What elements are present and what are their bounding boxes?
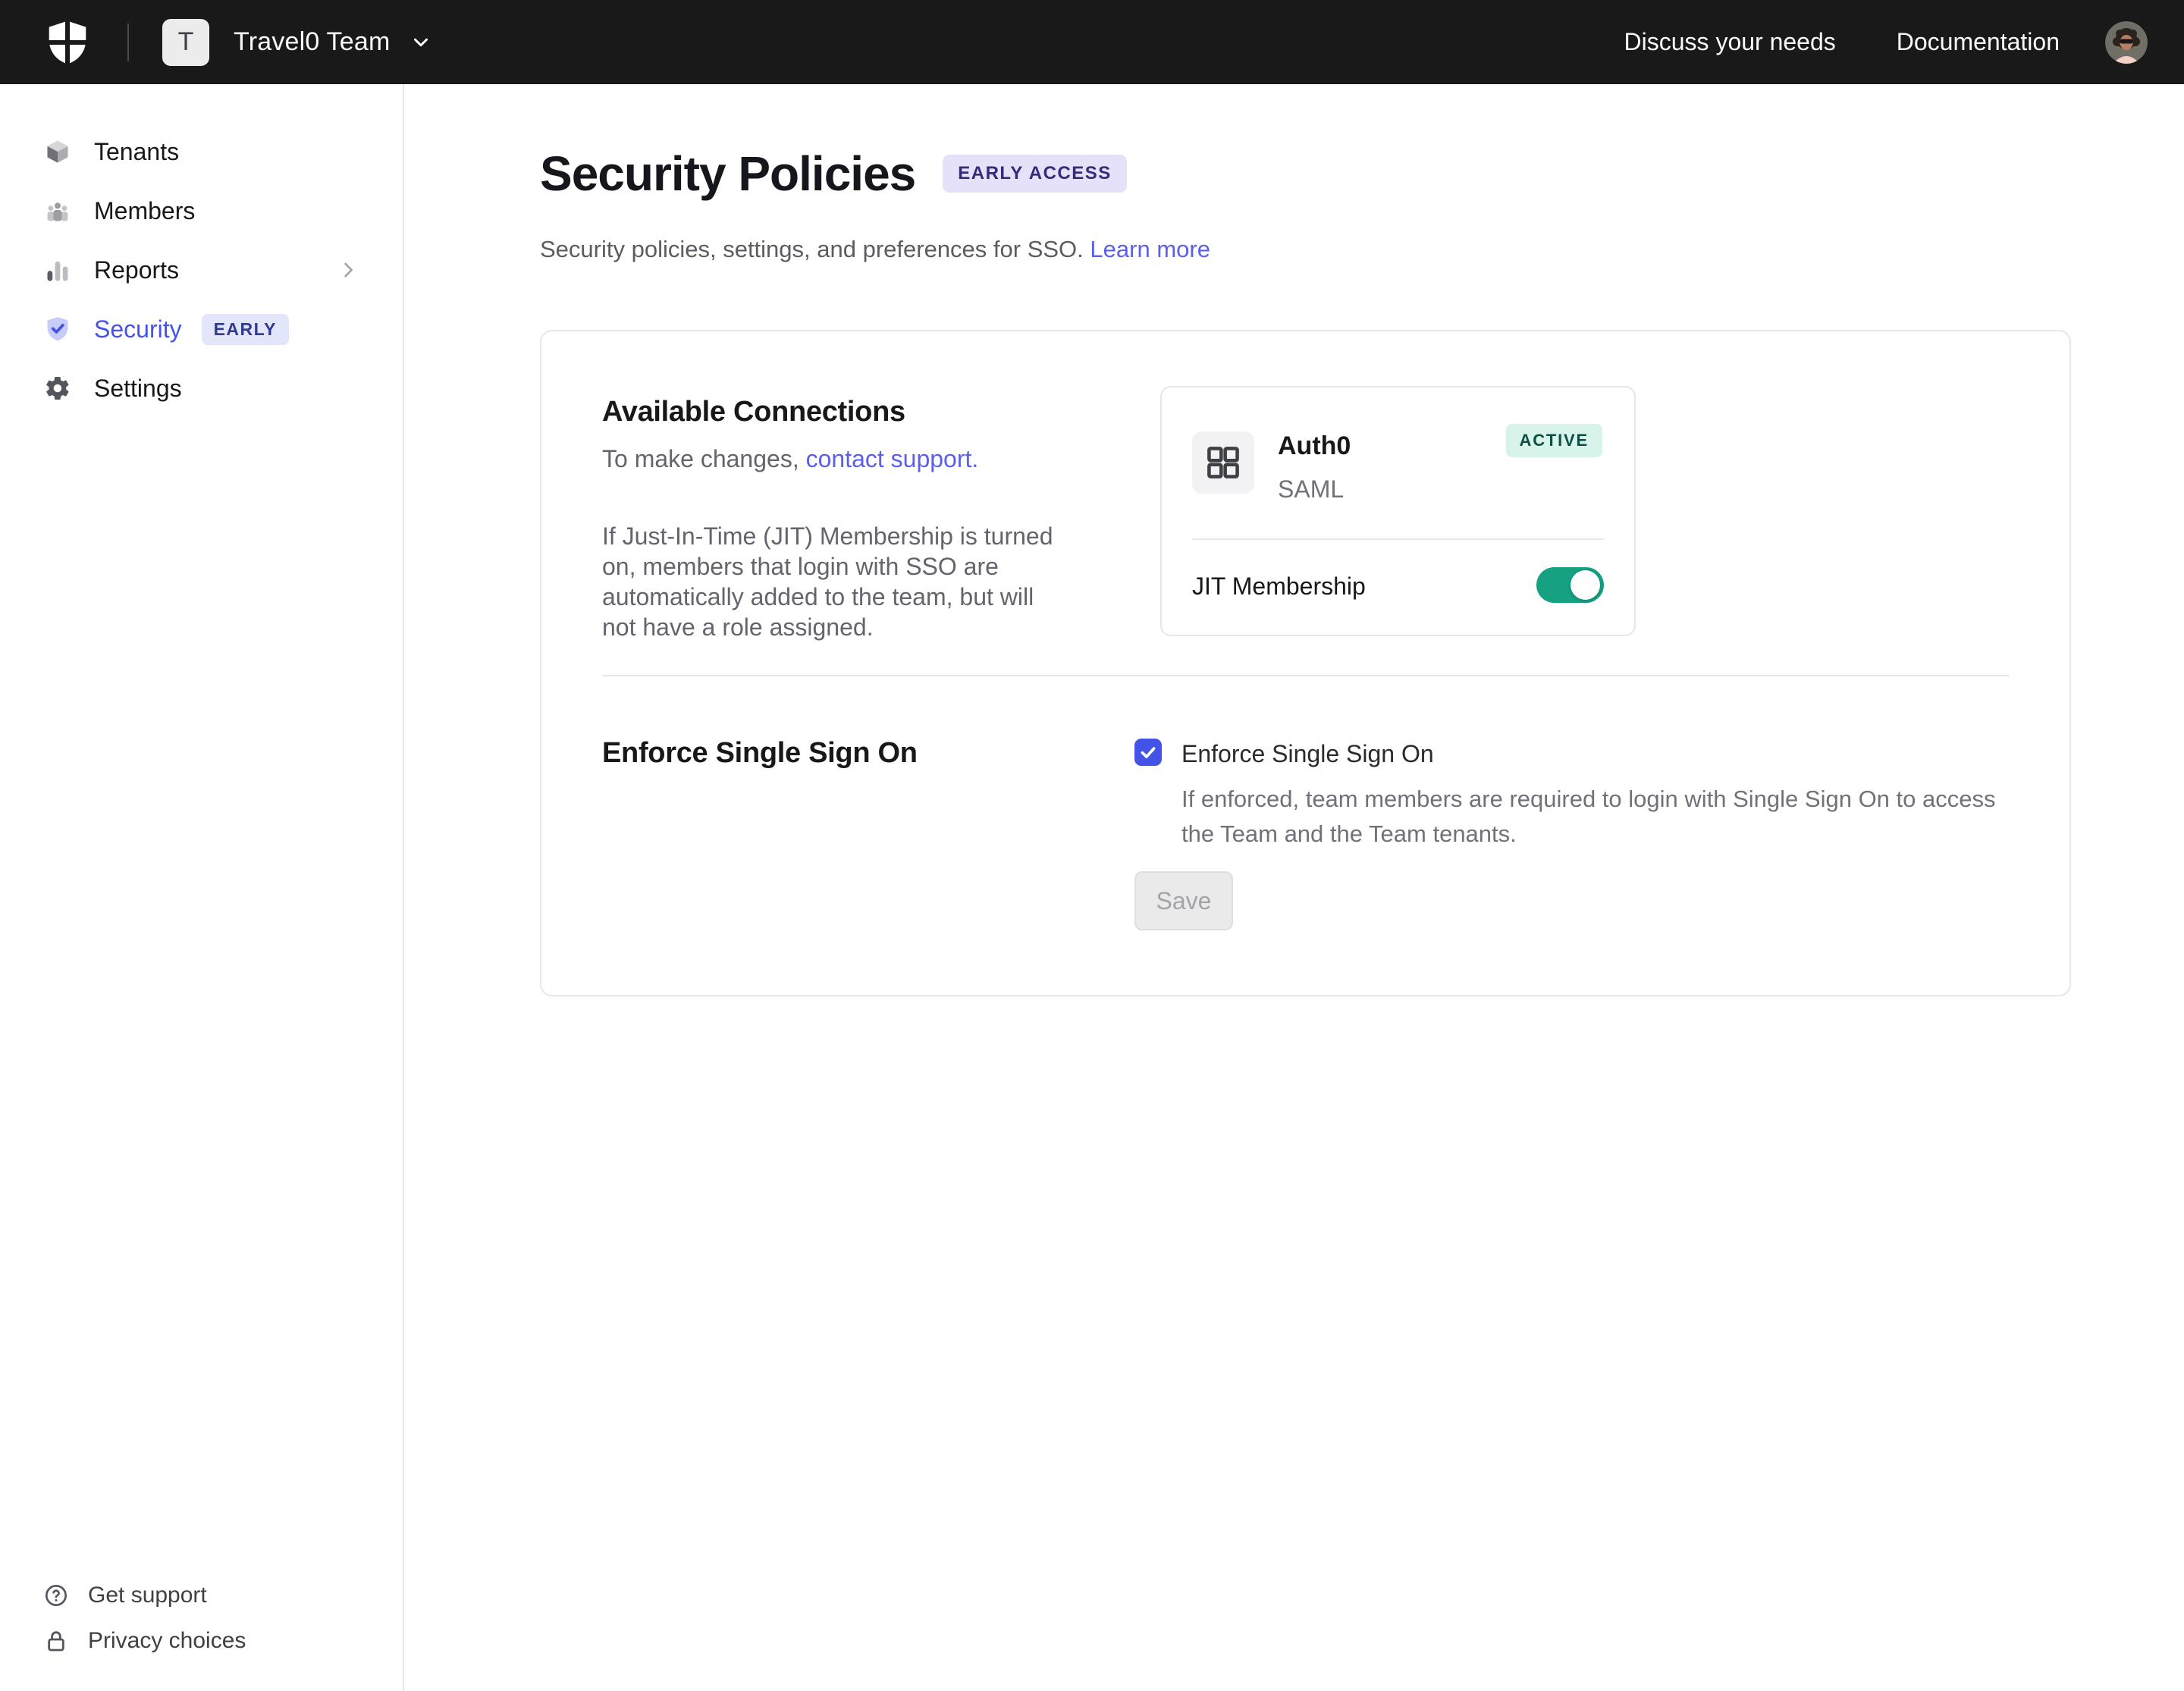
security-policies-card [540, 330, 2071, 996]
sidebar-item-settings[interactable] [0, 359, 403, 418]
enforce-sso-description: If enforced, team members are required to login with Single Sign On to access the Team and the Team tenants. [1181, 786, 1996, 847]
sidebar-item-label: Settings [94, 374, 182, 402]
topbar-divider [127, 24, 129, 61]
early-access-badge: EARLY ACCESS [943, 155, 1127, 193]
subtitle-text: Security policies, settings, and preferences for SSO. [540, 236, 1084, 262]
enforce-sso-checkbox-label[interactable]: Enforce Single Sign On [1181, 740, 1434, 767]
sidebar-item-label: Security [94, 315, 182, 343]
lock-icon [44, 1629, 68, 1653]
footer-item-label: Privacy choices [88, 1628, 246, 1653]
check-icon [1138, 742, 1158, 762]
page-title: Security Policies [540, 146, 916, 201]
privacy-choices-link[interactable] [0, 1618, 403, 1664]
bar-chart-icon [44, 256, 71, 284]
sidebar-item-members[interactable] [0, 181, 403, 240]
shield-check-icon [44, 315, 71, 343]
save-button[interactable]: Save [1134, 871, 1233, 930]
sidebar-item-label: Reports [94, 256, 180, 284]
footer-item-label: Get support [88, 1583, 207, 1608]
team-name[interactable]: Travel0 Team [234, 27, 391, 56]
enforce-sso-section [1134, 739, 1999, 852]
main-content [404, 84, 2184, 1691]
sidebar-footer [0, 1573, 403, 1664]
cube-icon [44, 138, 71, 165]
sidebar-item-label: Tenants [94, 137, 180, 165]
connection-divider [1192, 538, 1604, 540]
jit-membership-toggle[interactable] [1536, 567, 1604, 603]
chevron-down-icon[interactable] [410, 31, 432, 54]
jit-membership-label: JIT Membership [1192, 573, 1366, 600]
connection-grid-icon [1192, 431, 1254, 494]
team-initial-avatar[interactable]: T [162, 19, 209, 66]
auth0-logo-icon[interactable] [44, 19, 91, 66]
active-status-badge: ACTIVE [1506, 424, 1602, 457]
gear-icon [44, 375, 71, 402]
available-connections-heading: Available Connections [602, 396, 905, 428]
page-subtitle [540, 236, 2184, 263]
jit-note: If Just-In-Time (JIT) Membership is turned on, members that login with SSO are automatically added to the team, but will not have a role assigned. [602, 522, 1053, 641]
connection-protocol: SAML [1278, 475, 1345, 503]
support-line [602, 445, 1087, 473]
card-divider [602, 675, 2009, 676]
sidebar-item-reports[interactable] [0, 240, 403, 300]
get-support-link[interactable] [0, 1573, 403, 1618]
discuss-your-needs-link[interactable]: Discuss your needs [1624, 28, 1836, 55]
documentation-link[interactable]: Documentation [1896, 28, 2060, 55]
early-badge: EARLY [202, 314, 289, 345]
enforce-sso-checkbox[interactable] [1134, 739, 1162, 766]
available-connections-section [602, 396, 1087, 642]
support-prefix: To make changes, [602, 445, 799, 472]
sidebar-item-security[interactable] [0, 300, 403, 359]
toggle-knob [1571, 570, 1600, 600]
contact-support-link[interactable]: contact support. [805, 445, 979, 472]
topbar [0, 0, 2184, 84]
enforce-sso-heading: Enforce Single Sign On [602, 737, 918, 769]
help-circle-icon [44, 1583, 68, 1608]
people-icon [44, 197, 71, 224]
sidebar-item-tenants[interactable] [0, 122, 403, 181]
connection-card [1160, 386, 1636, 636]
learn-more-link[interactable]: Learn more [1090, 236, 1210, 262]
connection-name: Auth0 [1278, 431, 1351, 460]
sidebar-item-label: Members [94, 196, 196, 224]
sidebar [0, 84, 404, 1691]
chevron-right-icon [337, 259, 359, 281]
user-avatar[interactable] [2105, 21, 2148, 64]
